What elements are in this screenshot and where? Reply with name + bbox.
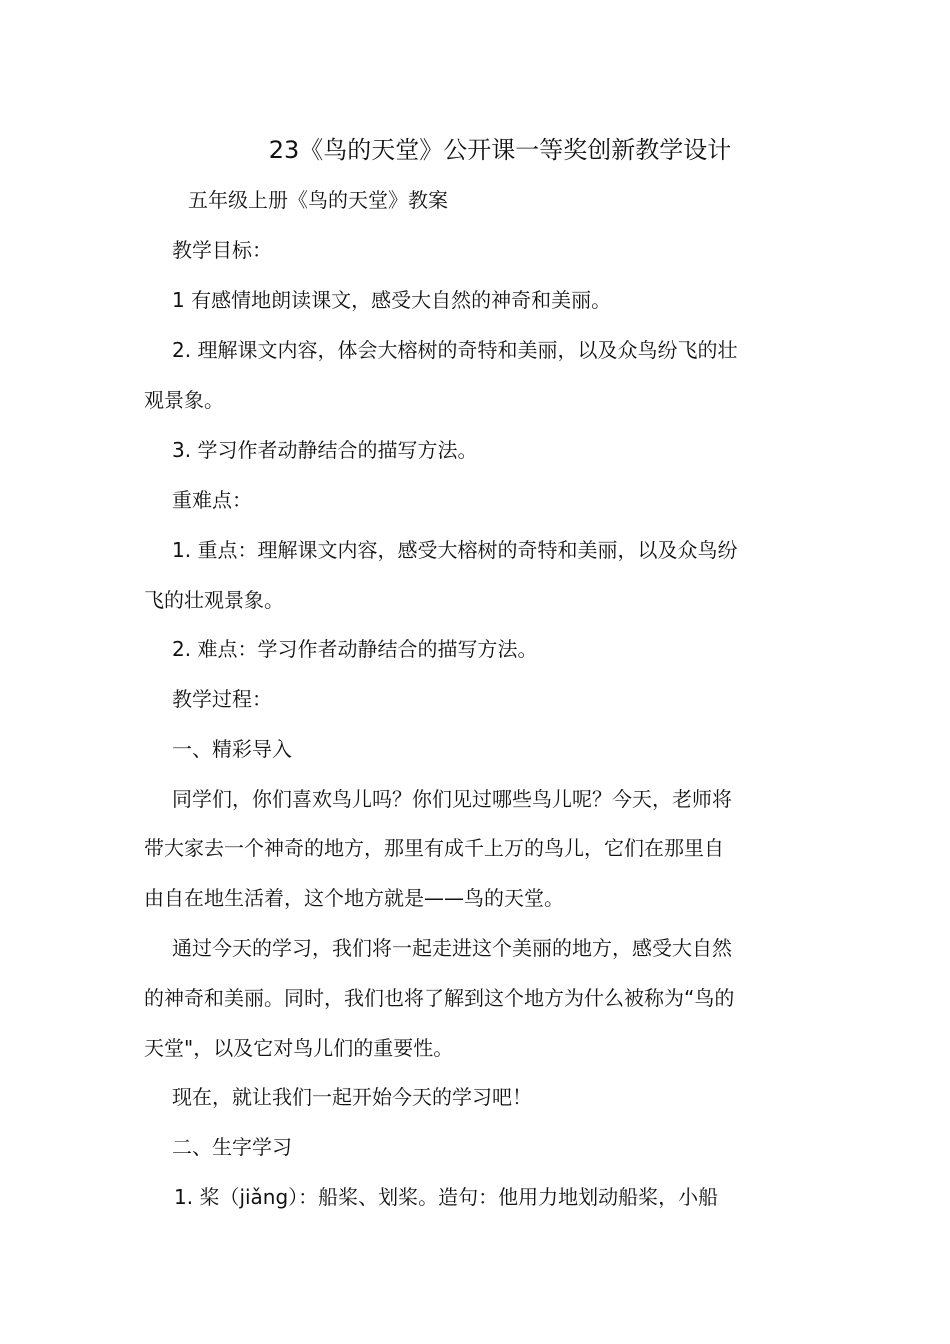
section-heading-characters: 二、生字学习 bbox=[172, 1135, 292, 1159]
goal-item-1: 1 有感情地朗读课文，感受大自然的神奇和美丽。 bbox=[172, 288, 612, 312]
goal-item-3: 3. 学习作者动静结合的描写方法。 bbox=[172, 438, 478, 462]
second-paragraph-line-3: 天堂"，以及它对鸟儿们的重要性。 bbox=[144, 1036, 454, 1060]
key-point-1: 1. 重点：理解课文内容，感受大榕树的奇特和美丽，以及众鸟纷 bbox=[172, 538, 738, 562]
heading-key-points: 重难点： bbox=[172, 488, 252, 512]
heading-teaching-goals: 教学目标： bbox=[172, 238, 272, 262]
intro-paragraph-line-2: 带大家去一个神奇的地方，那里有成千上万的鸟儿，它们在那里自 bbox=[144, 836, 724, 860]
intro-paragraph-line-1: 同学们，你们喜欢鸟儿吗？你们见过哪些鸟儿呢？今天，老师将 bbox=[172, 787, 732, 811]
document-title: 23《鸟的天堂》公开课一等奖创新教学设计 bbox=[268, 136, 732, 164]
key-point-1-continued: 飞的壮观景象。 bbox=[144, 588, 284, 612]
character-item-1: 1. 桨（jiǎng）：船桨、划桨。造句：他用力地划动船桨，小船 bbox=[174, 1185, 719, 1209]
intro-paragraph-line-3: 由自在地生活着，这个地方就是——鸟的天堂。 bbox=[144, 886, 564, 910]
second-paragraph-line-2: 的神奇和美丽。同时，我们也将了解到这个地方为什么被称为“鸟的 bbox=[144, 986, 735, 1010]
key-point-2: 2. 难点：学习作者动静结合的描写方法。 bbox=[172, 637, 538, 661]
subtitle-line: 五年级上册《鸟的天堂》教案 bbox=[188, 188, 448, 212]
third-paragraph-line: 现在，就让我们一起开始今天的学习吧！ bbox=[172, 1085, 532, 1109]
heading-teaching-process: 教学过程： bbox=[172, 687, 272, 711]
section-heading-intro: 一、精彩导入 bbox=[172, 737, 292, 761]
goal-item-2-continued: 观景象。 bbox=[144, 388, 224, 412]
second-paragraph-line-1: 通过今天的学习，我们将一起走进这个美丽的地方，感受大自然 bbox=[172, 936, 732, 960]
goal-item-2: 2. 理解课文内容，体会大榕树的奇特和美丽，以及众鸟纷飞的壮 bbox=[172, 338, 738, 362]
